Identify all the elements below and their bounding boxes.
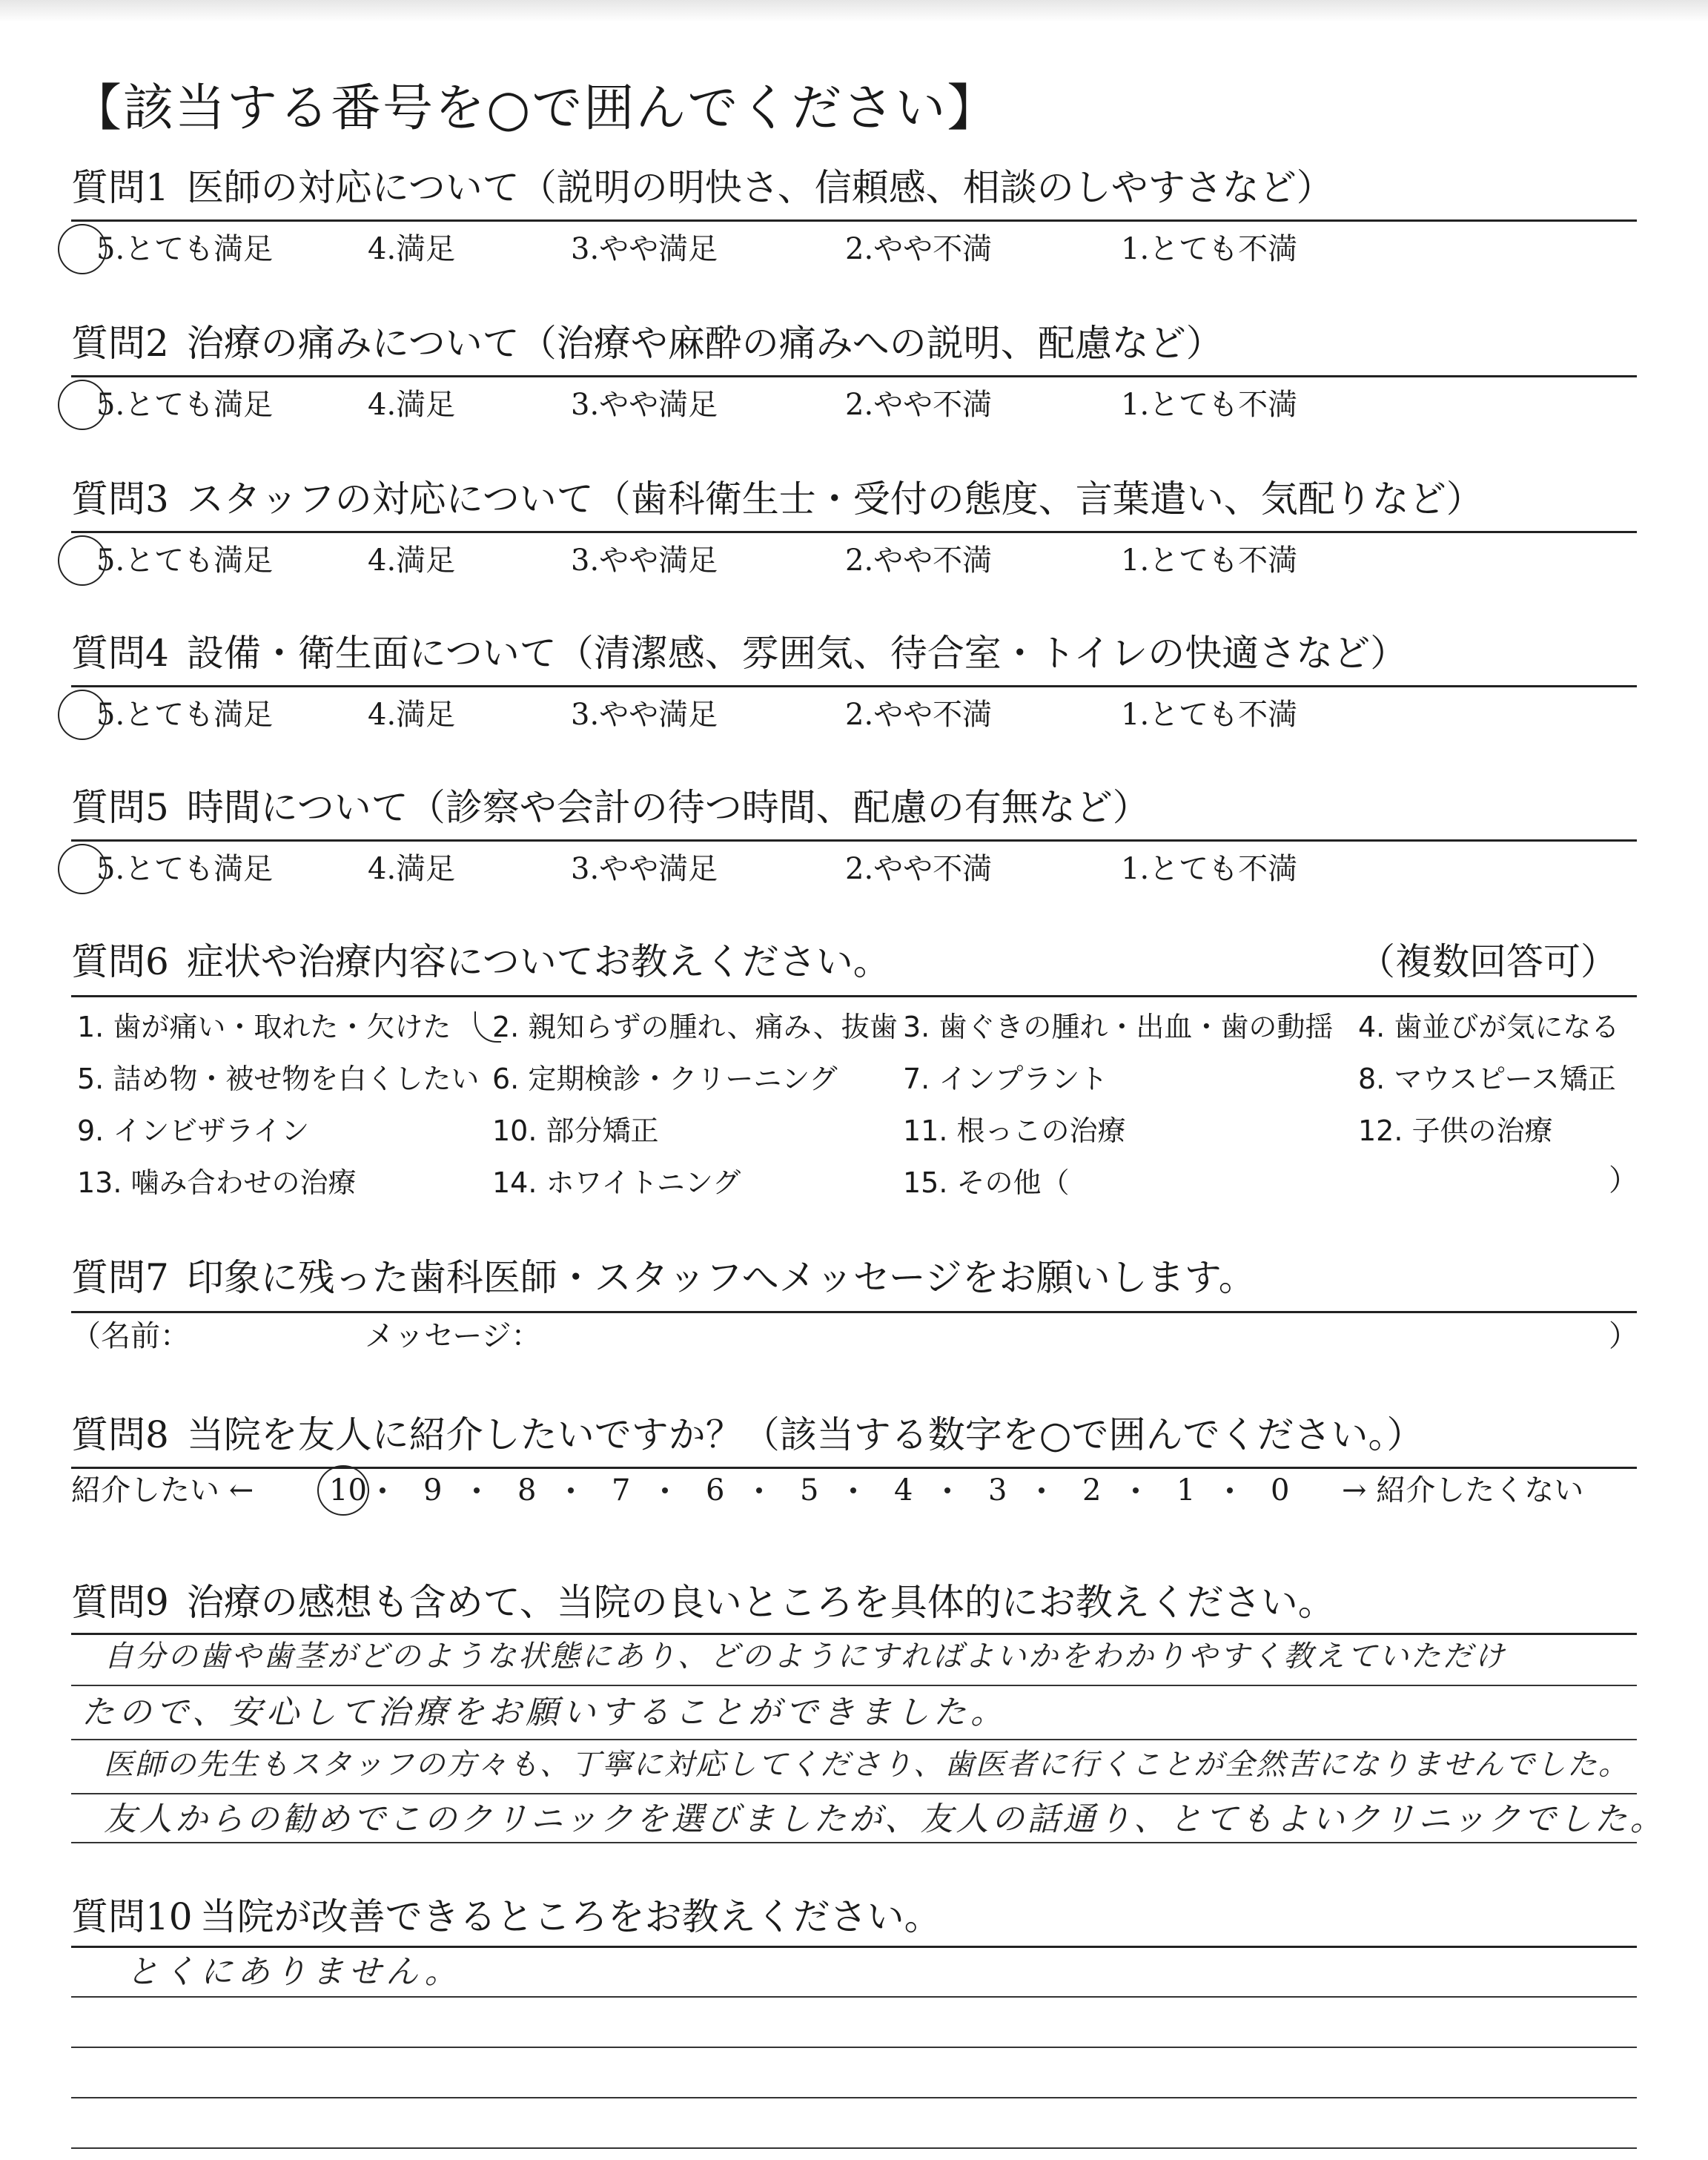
q9-answer-text: 医師の先生もスタッフの方々も、丁寧に対応してくださり、歯医者に行くことが全然苦になりませんでした。 [104,1748,1629,1782]
q3-rule [71,531,1637,533]
q8-left-label: 紹介したい ← [71,1473,254,1507]
q4-option[interactable]: 1.とても不満 [1121,698,1298,732]
q5-number: 質問5 [71,786,169,829]
q1-rule [71,219,1637,222]
q6-item[interactable]: 8. マウスピース矯正 [1358,1063,1616,1095]
q9-answer-line [71,1685,1637,1686]
q9-number: 質問9 [71,1581,169,1624]
q8-scale-dot [1039,1487,1045,1493]
q3-text: スタッフの対応について（歯科衛生士・受付の態度、言葉遣い、気配りなど） [186,478,1483,521]
q5-option[interactable]: 5.とても満足 [96,852,274,886]
q8-scale-value[interactable]: 4 [894,1473,913,1507]
q2-rule [71,375,1637,377]
q6-item[interactable]: 4. 歯並びが気になる [1358,1011,1620,1043]
q8-scale-dot [756,1487,762,1493]
q10-number: 質問10 [71,1895,193,1938]
q8-scale-dot [1227,1487,1233,1493]
q5-rule [71,839,1637,842]
q6-item[interactable]: 14. ホワイトニング [492,1166,741,1199]
q8-scale-value[interactable]: 2 [1082,1473,1102,1507]
q9-answer-line [71,1793,1637,1794]
q2-number: 質問2 [71,322,169,365]
q3-title [71,478,1483,521]
q5-text: 時間について（診察や会計の待つ時間、配慮の有無など） [186,786,1150,829]
q2-option[interactable]: 2.やや不満 [845,388,993,422]
q4-option[interactable]: 5.とても満足 [96,698,274,732]
q3-option[interactable]: 5.とても満足 [96,544,274,578]
q6-close-paren: ） [1609,1163,1638,1198]
q6-item[interactable]: 9. インビザライン [77,1114,310,1147]
q8-scale-dot [1133,1487,1139,1493]
q7-title [71,1256,1256,1299]
q1-option[interactable]: 2.やや不満 [845,232,993,266]
q6-item[interactable]: 5. 詰め物・被せ物を白くしたい [77,1063,480,1095]
q4-rule [71,685,1637,687]
q2-selection-circle [58,380,107,430]
q9-title [71,1581,1335,1624]
q6-item[interactable]: 7. インプラント [903,1063,1108,1095]
q3-option[interactable]: 1.とても不満 [1121,544,1298,578]
q8-scale-dot [662,1487,668,1493]
q6-title [71,940,890,983]
q6-text: 症状や治療内容についてお教えください。 [186,940,890,983]
q8-scale-dot [474,1487,480,1493]
q8-scale-value[interactable]: 5 [800,1473,819,1507]
q7-message-label: メッセージ： [365,1319,541,1353]
q4-number: 質問4 [71,632,169,675]
q7-close-paren: ） [1609,1319,1638,1353]
q10-rule [71,1946,1637,1948]
q8-scale-dot [850,1487,856,1493]
q3-option[interactable]: 4.満足 [368,544,456,578]
q4-option[interactable]: 2.やや不満 [845,698,993,732]
q10-answer-line [71,1996,1637,1998]
q7-number: 質問7 [71,1256,169,1299]
q10-title [71,1895,941,1938]
q1-option[interactable]: 4.満足 [368,232,456,266]
q10-text: 当院が改善できるところをお教えください。 [199,1895,941,1938]
q9-answer-line [71,1739,1637,1740]
q7-text: 印象に残った歯科医師・スタッフへメッセージをお願いします。 [186,1256,1256,1299]
q9-answer-text: 友人からの勧めでこのクリニックを選びましたが、友人の話通り、とてもよいクリニックでした。 [104,1800,1666,1838]
q4-option[interactable]: 3.やや満足 [571,698,718,732]
q6-number: 質問6 [71,940,169,983]
q2-option[interactable]: 5.とても満足 [96,388,274,422]
q4-selection-circle [58,690,107,740]
q5-option[interactable]: 4.満足 [368,852,456,886]
q8-scale-value[interactable]: 9 [423,1473,443,1507]
q3-number: 質問3 [71,478,169,521]
q8-scale-value[interactable]: 8 [517,1473,537,1507]
q1-option[interactable]: 1.とても不満 [1121,232,1298,266]
q5-option[interactable]: 2.やや不満 [845,852,993,886]
q3-selection-circle [58,535,107,586]
q8-scale-dot [944,1487,950,1493]
q6-item[interactable]: 11. 根っこの治療 [903,1114,1126,1147]
q5-option[interactable]: 1.とても不満 [1121,852,1298,886]
q8-selection-circle [317,1465,369,1516]
q8-title [71,1413,1424,1456]
q8-number: 質問8 [71,1413,169,1456]
q6-item[interactable]: 15. その他（ [903,1166,1070,1199]
q8-scale-dot [568,1487,574,1493]
q3-option[interactable]: 3.やや満足 [571,544,718,578]
q9-answer-text: たので、安心して治療をお願いすることができました。 [82,1694,1008,1731]
q10-answer-line [71,2047,1637,2048]
page-heading: 【該当する番号を○で囲んでください】 [71,79,999,138]
q6-rule [71,995,1637,997]
q8-scale-value[interactable]: 6 [706,1473,725,1507]
q5-selection-circle [58,844,107,894]
q3-option[interactable]: 2.やや不満 [845,544,993,578]
q2-option[interactable]: 1.とても不満 [1121,388,1298,422]
q5-option[interactable]: 3.やや満足 [571,852,718,886]
q10-answer-line [71,2097,1637,2098]
q8-scale-value[interactable]: 10 [329,1473,367,1507]
q8-right-label: → 紹介したくない [1342,1473,1584,1507]
q6-item[interactable]: 10. 部分矯正 [492,1114,659,1147]
q8-scale-value[interactable]: 3 [988,1473,1007,1507]
q1-title [71,166,1334,209]
q6-item[interactable]: 2. 親知らずの腫れ、痛み、抜歯 [492,1011,898,1043]
q10-answer-line [71,2147,1637,2149]
q2-title [71,322,1223,365]
q2-option[interactable]: 4.満足 [368,388,456,422]
q6-item[interactable]: 6. 定期検診・クリーニング [492,1063,838,1095]
q2-text: 治療の痛みについて（治療や麻酔の痛みへの説明、配慮など） [186,322,1223,365]
q6-note: （複数回答可） [1358,940,1618,983]
q1-text: 医師の対応について（説明の明快さ、信頼感、相談のしやすさなど） [186,166,1334,209]
q6-item[interactable]: 13. 噛み合わせの治療 [77,1166,357,1199]
q4-text: 設備・衛生面について（清潔感、雰囲気、待合室・トイレの快適さなど） [186,632,1408,675]
q8-rule [71,1467,1637,1469]
q2-option[interactable]: 3.やや満足 [571,388,718,422]
q6-item[interactable]: 3. 歯ぐきの腫れ・出血・歯の動揺 [903,1011,1334,1043]
q5-title [71,786,1150,829]
q8-scale-dot [380,1487,385,1493]
q4-option[interactable]: 4.満足 [368,698,456,732]
q7-name-label: （名前： [71,1319,190,1353]
q6-item[interactable]: 1. 歯が痛い・取れた・欠けた [77,1011,451,1043]
q9-answer-text: 自分の歯や歯茎がどのような状態にあり、どのようにすればよいかをわかりやすく教えていただけ [104,1639,1506,1674]
q8-scale-value[interactable]: 1 [1176,1473,1196,1507]
q1-number: 質問1 [71,166,169,209]
q1-option[interactable]: 3.やや満足 [571,232,718,266]
q10-answer-text: とくにありません。 [126,1953,462,1991]
scan-edge [0,0,1708,22]
q8-scale-value[interactable]: 0 [1271,1473,1290,1507]
q8-text: 当院を友人に紹介したいですか？（該当する数字を○で囲んでください。） [186,1413,1424,1456]
q1-option[interactable]: 5.とても満足 [96,232,274,266]
q1-selection-circle [58,224,107,274]
q7-rule [71,1311,1637,1313]
q6-selection-mark [474,1011,501,1043]
q4-title [71,632,1408,675]
q9-text: 治療の感想も含めて、当院の良いところを具体的にお教えください。 [186,1581,1335,1624]
q9-answer-line [71,1842,1637,1843]
q9-rule [71,1633,1637,1635]
q6-item[interactable]: 12. 子供の治療 [1358,1114,1553,1147]
q8-scale-value[interactable]: 7 [612,1473,631,1507]
